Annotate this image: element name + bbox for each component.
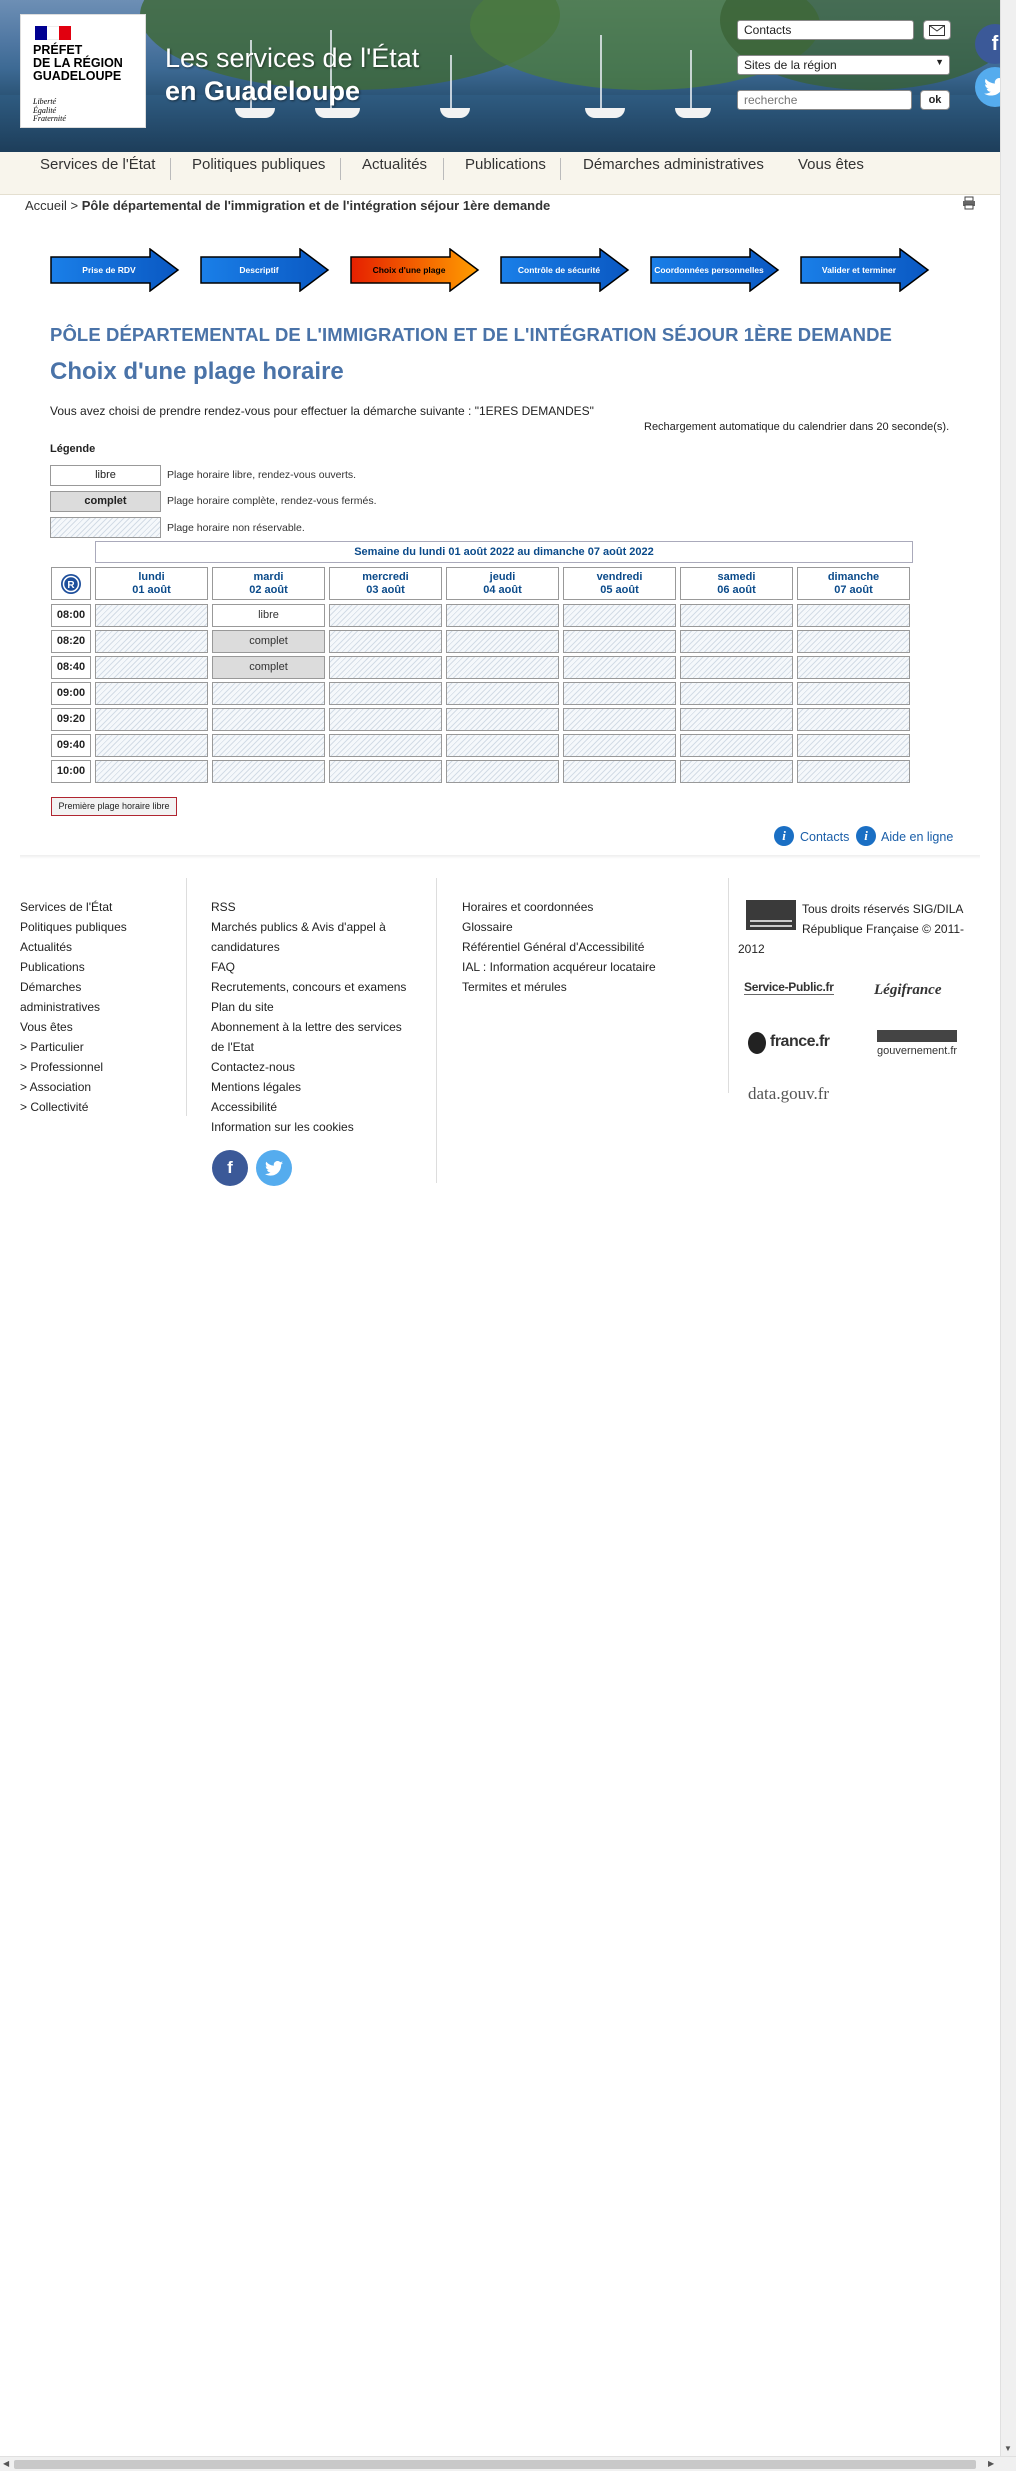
slot-unavailable (329, 760, 442, 783)
nav-item-services[interactable]: Services de l'État (40, 156, 156, 173)
footer-link[interactable]: candidatures (211, 940, 280, 954)
slot-unavailable (95, 708, 208, 731)
footer-link[interactable]: Actualités (20, 940, 73, 954)
calendar-time-label: 09:40 (51, 734, 91, 757)
data-gouv-logo[interactable]: data.gouv.fr (748, 1084, 830, 1103)
slot-unavailable (680, 760, 793, 783)
reload-notice: Rechargement automatique du calendrier dans 20 seconde(s). (644, 421, 950, 433)
footer-link[interactable]: > Professionnel (20, 1060, 104, 1074)
slot-unavailable (212, 708, 325, 731)
calendar-time-label: 08:20 (51, 630, 91, 653)
contacts-field[interactable]: Contacts (737, 20, 914, 40)
footer-divider (728, 878, 729, 1093)
calendar-time-label: 09:20 (51, 708, 91, 731)
sites-select[interactable] (737, 55, 950, 75)
sites-select-value: Sites de la région (744, 58, 837, 72)
footer-column-1 (20, 897, 127, 1117)
calendar-day-header: lundi 01 août (95, 567, 208, 600)
slot-unavailable (446, 656, 559, 679)
info-icon[interactable]: i (774, 826, 794, 846)
nav-item-politiques[interactable]: Politiques publiques (192, 156, 326, 173)
legend-free-text: Plage horaire libre, rendez-vous ouverts. (167, 469, 357, 481)
footer-link[interactable]: Contactez-nous (211, 1060, 296, 1074)
legend-unavailable-text: Plage horaire non réservable. (167, 522, 305, 534)
nav-item-actualites[interactable]: Actualités (362, 156, 428, 173)
footer-link[interactable]: Recrutements, concours et examens (211, 980, 407, 994)
footer-link[interactable]: Publications (20, 960, 85, 974)
slot-unavailable (680, 604, 793, 627)
calendar-time-label: 10:00 (51, 760, 91, 783)
horizontal-scroll-thumb[interactable] (14, 2460, 976, 2469)
nav-divider (340, 158, 341, 180)
nav-divider (560, 158, 561, 180)
nav-item-vous-etes[interactable]: Vous êtes (798, 156, 864, 173)
chevron-down-icon: ▼ (935, 57, 944, 67)
slot-unavailable (446, 760, 559, 783)
french-flag-icon (35, 26, 71, 40)
slot-unavailable (563, 630, 676, 653)
site-title-line2: en Guadeloupe (165, 76, 361, 106)
step-5 (650, 248, 780, 292)
vertical-scrollbar[interactable] (1000, 0, 1016, 2456)
calendar-day-header: samedi 06 août (680, 567, 793, 600)
slot-unavailable (329, 630, 442, 653)
department-title: PÔLE DÉPARTEMENTAL DE L'IMMIGRATION ET DE L'INTÉGRATION SÉJOUR 1ÈRE DEMANDE (50, 324, 892, 345)
footer-divider (436, 878, 437, 1183)
nav-item-demarches[interactable]: Démarches administratives (583, 156, 764, 173)
footer-column-2 (211, 897, 406, 1137)
footer-link[interactable]: Démarches (20, 980, 82, 994)
envelope-icon (929, 25, 945, 36)
slot-unavailable (446, 682, 559, 705)
step-2 (200, 248, 330, 292)
footer-divider (186, 878, 187, 1116)
step-label: Descriptif (239, 265, 279, 275)
slot-unavailable (95, 682, 208, 705)
copyright-year: 2012 (738, 942, 765, 956)
slot-unavailable (329, 656, 442, 679)
horizontal-scrollbar[interactable] (0, 2456, 1016, 2471)
footer-link[interactable]: administratives (20, 1000, 101, 1014)
logo-motto: Liberté Égalité Fraternité (33, 97, 66, 123)
slot-unavailable (680, 734, 793, 757)
legend-free-box: libre (50, 465, 161, 486)
footer-link[interactable]: Marchés publics & Avis d'appel à (211, 920, 386, 934)
search-input[interactable] (737, 90, 912, 110)
calendar-day-header: mardi 02 août (212, 567, 325, 600)
scroll-down-arrow-icon[interactable]: ▼ (1004, 2444, 1012, 2453)
slot-unavailable (563, 708, 676, 731)
nav-item-publications[interactable]: Publications (465, 156, 546, 173)
slot-unavailable (797, 708, 910, 731)
print-icon[interactable] (962, 196, 976, 210)
slot-unavailable (212, 734, 325, 757)
contacts-link[interactable]: Contacts (800, 830, 850, 844)
slot-full: complet (212, 656, 325, 679)
legend-full-text: Plage horaire complète, rendez-vous fermés. (167, 495, 377, 507)
footer-link[interactable]: Horaires et coordonnées (462, 900, 594, 914)
slot-unavailable (797, 604, 910, 627)
slot-unavailable (680, 708, 793, 731)
footer-twitter-icon[interactable] (256, 1150, 292, 1186)
calendar-day-header: jeudi 04 août (446, 567, 559, 600)
slot-full: complet (212, 630, 325, 653)
slot-unavailable (563, 760, 676, 783)
footer-link[interactable]: > Collectivité (20, 1100, 89, 1114)
slot-unavailable (797, 656, 910, 679)
slot-unavailable (446, 734, 559, 757)
calendar-refresh-button[interactable] (51, 567, 91, 600)
site-title-line1: Les services de l'État (165, 43, 420, 73)
slot-unavailable (563, 682, 676, 705)
calendar-day-header: vendredi 05 août (563, 567, 676, 600)
footer-link[interactable]: Termites et mérules (462, 980, 567, 994)
page-title: Choix d'une plage horaire (50, 358, 344, 385)
slot-unavailable (95, 656, 208, 679)
footer-column-3 (462, 897, 656, 997)
footer-facebook-icon[interactable]: f (212, 1150, 248, 1186)
search-ok-button[interactable]: ok (920, 90, 950, 110)
slot-unavailable (680, 682, 793, 705)
slot-unavailable (329, 682, 442, 705)
step-label: Choix d'une plage (372, 265, 446, 275)
footer-separator (20, 855, 980, 859)
first-free-slot-button[interactable]: Première plage horaire libre (51, 797, 177, 816)
footer-link[interactable]: IAL : Information acquéreur locataire (462, 960, 656, 974)
prefecture-logo[interactable] (20, 14, 146, 128)
facebook-icon[interactable]: f (975, 24, 1015, 64)
step-label: Coordonnées personnelles (654, 265, 764, 275)
footer-link[interactable]: Glossaire (462, 920, 513, 934)
calendar-day-header: mercredi 03 août (329, 567, 442, 600)
slot-unavailable (797, 682, 910, 705)
slot-unavailable (446, 708, 559, 731)
slot-unavailable (563, 656, 676, 679)
slot-unavailable (329, 604, 442, 627)
legend-title: Légende (50, 443, 96, 455)
logo-text: PRÉFET DE LA RÉGION GUADELOUPE (33, 43, 123, 83)
footer-link[interactable]: Information sur les cookies (211, 1120, 354, 1134)
calendar-time-label: 08:00 (51, 604, 91, 627)
footer-link[interactable]: Abonnement à la lettre des services (211, 1020, 402, 1034)
footer-link[interactable]: Politiques publiques (20, 920, 127, 934)
footer-link[interactable]: Référentiel Général d'Accessibilité (462, 940, 645, 954)
step-label: Prise de RDV (82, 265, 136, 275)
step-label: Valider et terminer (821, 265, 897, 275)
legend-unavailable-box (50, 517, 161, 538)
calendar-grid (51, 541, 913, 783)
slot-unavailable (329, 734, 442, 757)
gouvernement-logo[interactable]: gouvernement.fr (877, 1045, 958, 1057)
info-icon[interactable]: i (856, 826, 876, 846)
nav-divider (443, 158, 444, 180)
footer-link[interactable]: > Association (20, 1080, 92, 1094)
scroll-left-arrow-icon[interactable]: ◀ (3, 2459, 10, 2468)
slot-unavailable (446, 604, 559, 627)
site-title[interactable] (165, 42, 419, 108)
calendar-time-label: 09:00 (51, 682, 91, 705)
footer-link[interactable]: de l'Etat (211, 1040, 254, 1054)
republique-francaise-logo[interactable] (746, 900, 796, 930)
calendar-day-header: dimanche 07 août (797, 567, 910, 600)
step-label: Contrôle de sécurité (517, 265, 601, 275)
footer-link[interactable]: Services de l'État (20, 900, 113, 914)
slot-unavailable (95, 734, 208, 757)
svg-text:R: R (67, 580, 75, 591)
footer-link[interactable]: RSS (211, 900, 236, 914)
footer-link[interactable]: Mentions légales (211, 1080, 302, 1094)
slot-unavailable (95, 604, 208, 627)
slot-unavailable (95, 760, 208, 783)
site-header (0, 0, 1000, 152)
slot-unavailable (212, 682, 325, 705)
footer-link[interactable]: Plan du site (211, 1000, 274, 1014)
slot-unavailable (95, 630, 208, 653)
procedure-intro: Vous avez choisi de prendre rendez-vous pour effectuer la démarche suivante : "1ERES DEMANDES" (50, 404, 594, 418)
mail-button[interactable] (923, 20, 951, 40)
slot-unavailable (680, 630, 793, 653)
breadcrumb-current: Pôle départemental de l'immigration et de l'intégration séjour 1ère demande (81, 198, 551, 213)
slot-unavailable (797, 734, 910, 757)
breadcrumb-home[interactable]: Accueil (25, 198, 67, 213)
slot-unavailable (329, 708, 442, 731)
footer-link[interactable]: > Particulier (20, 1040, 84, 1054)
slot-unavailable (680, 656, 793, 679)
legifrance-logo[interactable]: Légifrance (874, 982, 942, 998)
step-4 (500, 248, 630, 292)
calendar-week-label: Semaine du lundi 01 août 2022 au dimanche 07 août 2022 (95, 541, 913, 563)
main-navigation (0, 152, 1000, 195)
footer-link[interactable]: Vous êtes (20, 1020, 73, 1034)
calendar-time-label: 08:40 (51, 656, 91, 679)
step-6 (800, 248, 930, 292)
slot-unavailable (797, 630, 910, 653)
refresh-icon (60, 573, 82, 595)
slot-unavailable (797, 760, 910, 783)
online-help-link[interactable]: Aide en ligne (881, 830, 954, 844)
scroll-right-arrow-icon[interactable]: ▶ (988, 2459, 995, 2468)
slot-unavailable (563, 604, 676, 627)
slot-unavailable (212, 760, 325, 783)
legend-full-box: complet (50, 491, 161, 512)
breadcrumb-separator: > (70, 198, 79, 213)
slot-free[interactable]: libre (212, 604, 325, 627)
france-fr-logo[interactable]: france.fr (770, 1033, 830, 1050)
step-3 (350, 248, 480, 292)
breadcrumb (25, 198, 550, 213)
nav-divider (170, 158, 171, 180)
slot-unavailable (563, 734, 676, 757)
footer-link[interactable]: FAQ (211, 960, 236, 974)
service-public-logo[interactable]: Service-Public.fr (744, 980, 834, 994)
marianne-icon (748, 1032, 766, 1054)
step-1 (50, 248, 180, 292)
footer-link[interactable]: Accessibilité (211, 1100, 278, 1114)
slot-unavailable (446, 630, 559, 653)
gouvernement-banner-icon (877, 1030, 957, 1042)
copyright-text: Tous droits réservés SIG/DILA République Française © 2011- (802, 902, 965, 936)
